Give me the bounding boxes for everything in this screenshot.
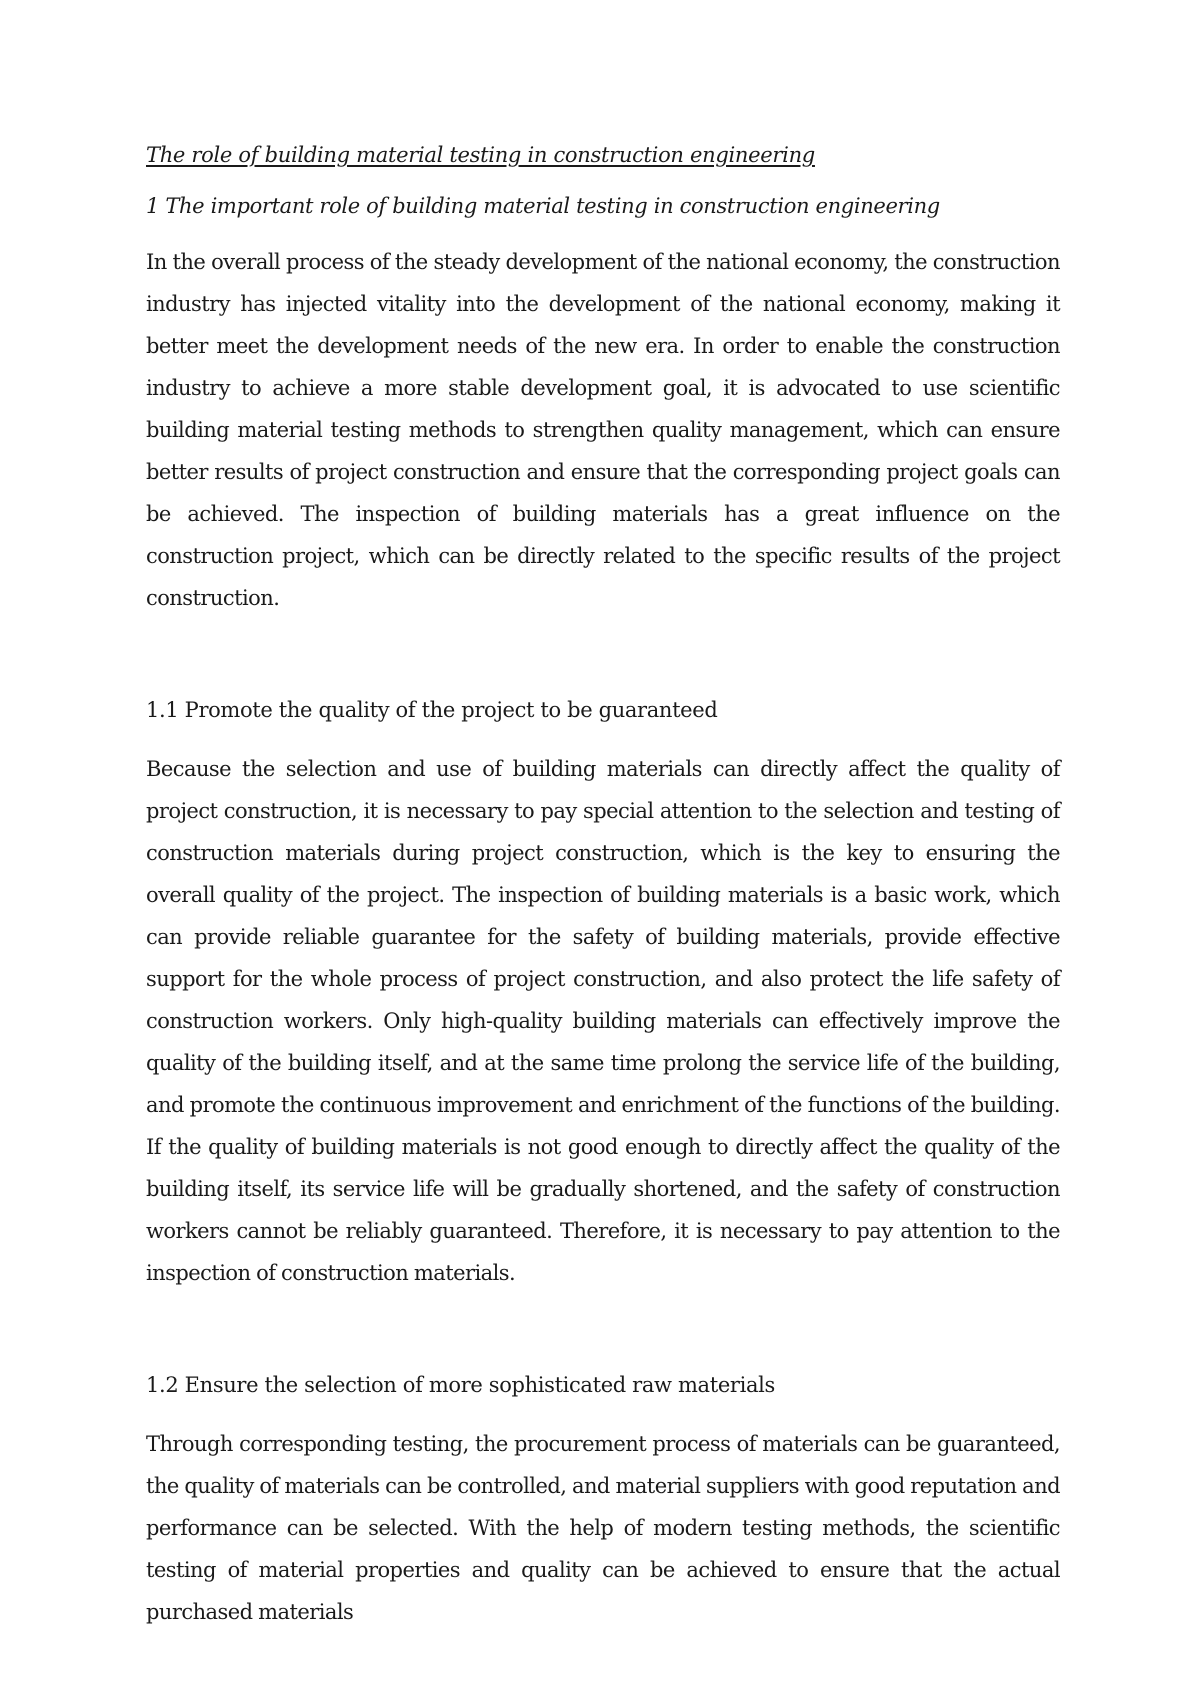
- section-heading-1-2: 1.2 Ensure the selection of more sophisticated raw materials: [146, 1373, 775, 1397]
- section-spacer: [146, 619, 1060, 695]
- section-paragraph-1-2: Through corresponding testing, the procurement process of materials can be guaranteed, the quality of materials can be controlled, and material suppliers with good reputation and performance can be selected. With the help of modern testing methods, the scientific testing of material properties and quality can be achieved to ensure that the actual purchased materials: [146, 1432, 1060, 1624]
- section-paragraph-1-1: Because the selection and use of building materials can directly affect the quality of project construction, it is necessary to pay special attention to the selection and testing of construction materials during project construction, which is the key to ensuring the overall quality of the project. The inspection of building materials is a basic work, which can provide reliable guarantee for the safety of building materials, provide effective support for the whole process of project construction, and also protect the life safety of construction workers. Only high-quality building materials can effectively improve the quality of the building itself, and at the same time prolong the service life of the building, and promote the continuous improvement and enrichment of the functions of the building. If the quality of building materials is not good enough to directly affect the quality of the building itself, its service life will be gradually shortened, and the safety of construction workers cannot be reliably guaranteed. Therefore, it is necessary to pay attention to the inspection of construction materials.: [146, 757, 1060, 1285]
- section-heading-1-1: 1.1 Promote the quality of the project to be guaranteed: [146, 698, 718, 722]
- document-body: [146, 140, 1060, 1633]
- section-paragraph-1: In the overall process of the steady development of the national economy, the construction industry has injected vitality into the development of the national economy, making it better meet the development needs of the new era. In order to enable the construction industry to achieve a more stable development goal, it is advocated to use scientific building material testing methods to strengthen quality management, which can ensure better results of project construction and ensure that the corresponding project goals can be achieved. The inspection of building materials has a great influence on the construction project, which can be directly related to the specific results of the project construction.: [146, 250, 1060, 610]
- section-heading-1: 1 The important role of building material testing in construction engineering: [146, 194, 940, 218]
- document-title: The role of building material testing in construction engineering: [146, 143, 815, 167]
- section-spacer: [146, 1294, 1060, 1370]
